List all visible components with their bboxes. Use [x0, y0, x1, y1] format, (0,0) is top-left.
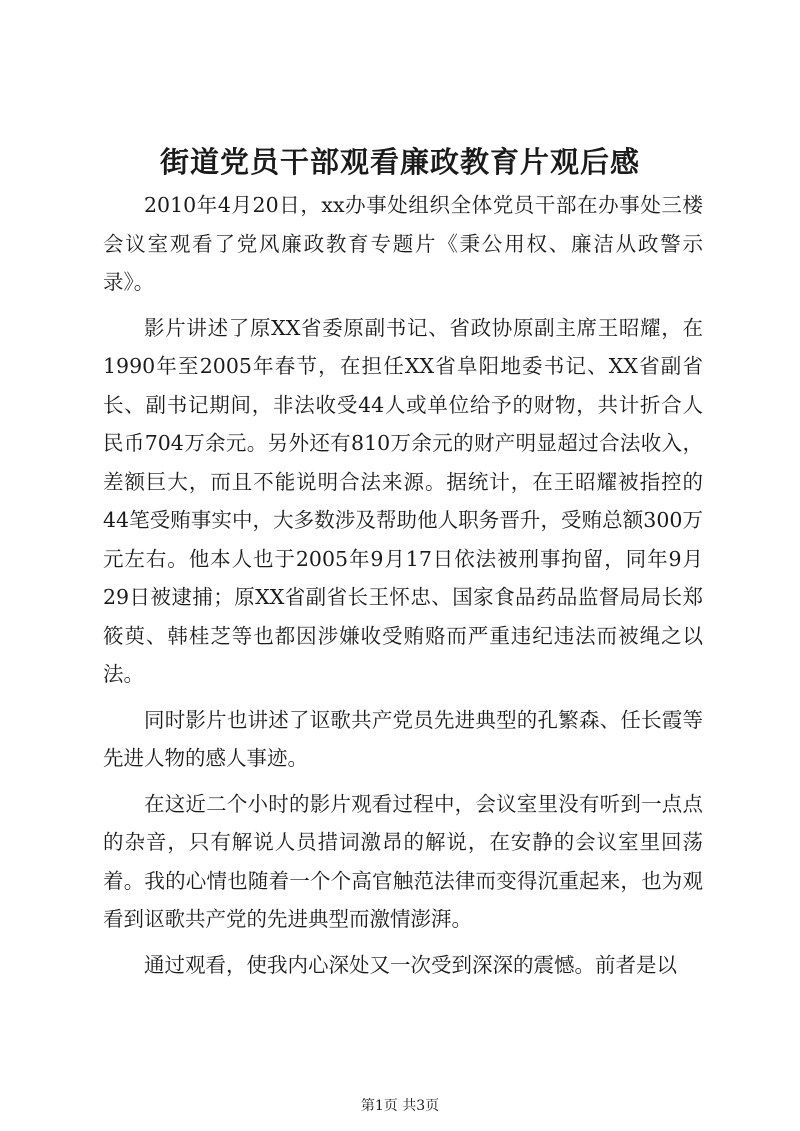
paragraph: 影片讲述了原XX省委原副书记、省政协原副主席王昭耀，在1990年至2005年春节，在担任XX省阜阳地委书记、XX省副省长、副书记期间，非法收受44人或单位给予的财物，共计折合人民币704万余元。另外还有810万余元的财产明显超过合法收入，差额巨大，而且不能说明合法来源。据统计，在王昭耀被指控的44笔受贿事实中，大多数涉及帮助他人职务晋升，受贿总额300万元左右。他本人也于2005年9月17日依法被刑事拘留，同年9月29日被逮捕；原XX省副省长王怀忠、国家食品药品监督局局长郑筱萸、韩桂芝等也都因涉嫌收受贿赂而严重违纪违法而被绳之以法。 — [103, 315, 703, 686]
paragraph: 2010年4月20日，xx办事处组织全体党员干部在办事处三楼会议室观看了党风廉政教育专题片《秉公用权、廉洁从政警示录》。 — [103, 193, 703, 294]
paragraph: 在这近二个小时的影片观看过程中，会议室里没有听到一点点的杂音，只有解说人员措词激昂的解说，在安静的会议室里回荡着。我的心情也随着一个个高官触范法律而变得沉重起来，也为观看到讴歌共产党的先进典型而激情澎湃。 — [103, 791, 703, 931]
document-body — [103, 186, 703, 991]
paragraph: 通过观看，使我内心深处又一次受到深深的震憾。前者是以 — [144, 952, 677, 977]
paragraph: 同时影片也讲述了讴歌共产党员先进典型的孔繁森、任长霞等先进人物的感人事迹。 — [103, 707, 703, 770]
page-number-footer: 第1页 共3页 — [360, 1098, 440, 1114]
document-title: 街道党员干部观看廉政教育片观后感 — [159, 145, 640, 179]
